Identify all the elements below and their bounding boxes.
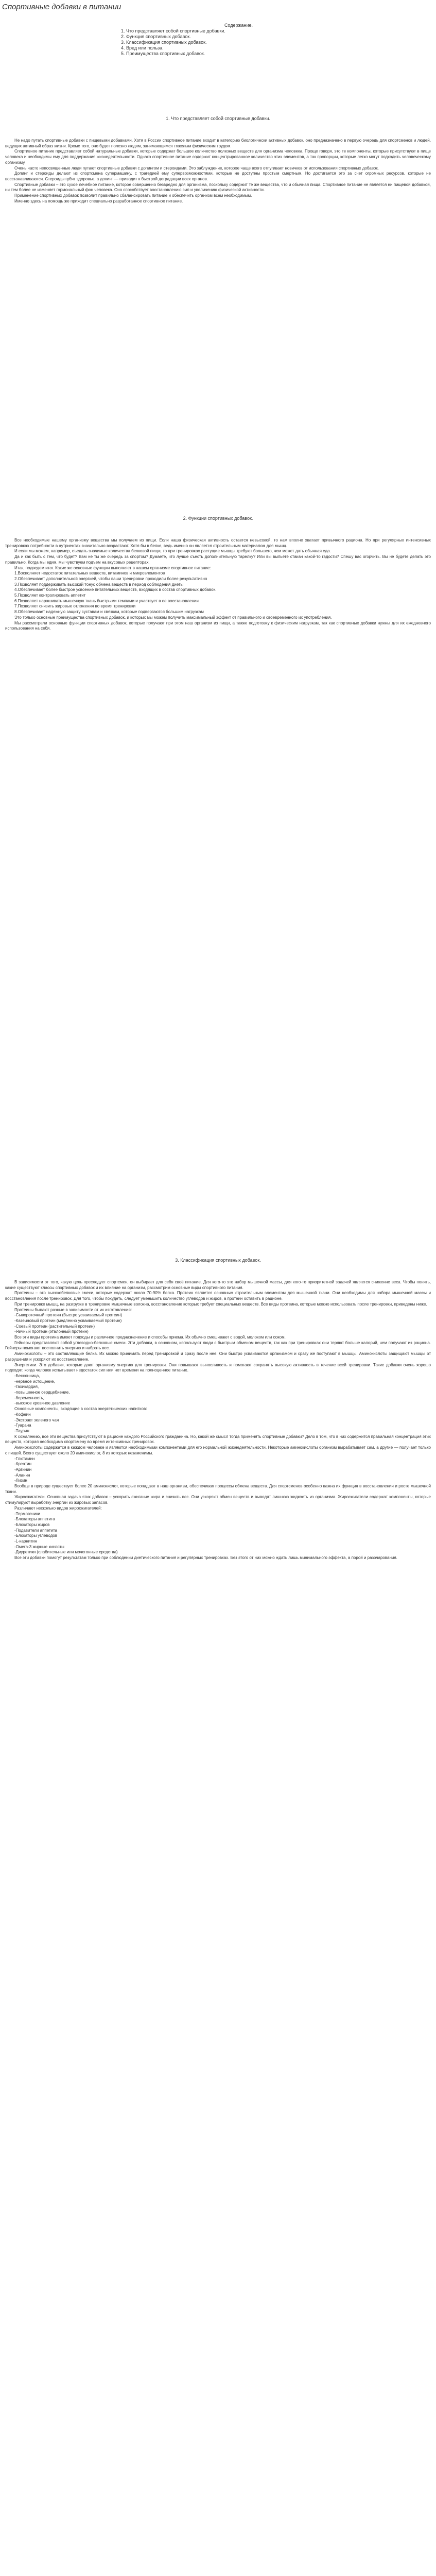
paragraph: Да и как быть с тем, что будет? Вам не ты же очередь за спортом? Думаете, что лучше съесть дополнительную тарелку? Или вы выпьете стакан какой-то гадости? Спешу вас огорчить. Вы не будете делать это правильно. Когда мы едим, мы чувствуем подъем на вкусовых рецепторах. <box>5 554 431 565</box>
paragraph: Спортивное питание представляет собой натуральные добавки, которые содержат большое количество полезных веществ для организма человека. Проще говоря, это те компоненты, которые присутствуют в пище человека и необходимы ему для поддержания жизнедеятельности. Однако спортивное питание содержит концентрированное количество этих элементов, а так пропорции, которые легко могут подходить человеческому организму. <box>5 149 431 165</box>
paragraph: -Блокаторы углеводов <box>14 1533 58 1538</box>
toc-item: 1. Что представляет собой спортивные добавки. <box>121 28 225 33</box>
paragraph: -Лизин <box>14 1478 27 1483</box>
toc-heading: Содержание. <box>224 23 253 28</box>
section-body <box>0 138 436 204</box>
paragraph: -Блокаторы жиров <box>14 1522 50 1527</box>
paragraph: -Омега-3 жирные кислоты <box>14 1544 64 1549</box>
section-heading: 2. Функции спортивных добавок. <box>183 516 253 521</box>
paragraph: -Таурин <box>14 1428 29 1433</box>
toc-item: 5. Преимущества спортивных добавок. <box>121 51 205 56</box>
paragraph: Мы рассмотрели основные функции спортивных добавок, которые получают при этом наш организм из пищи, а также подготовку к физическим нагрузкам, так как спортивные добавки нужны для их ежедневного использования на себя. <box>5 620 431 631</box>
section-1 <box>0 115 436 204</box>
paragraph: -высокое кровяное давление <box>14 1401 70 1406</box>
paragraph: -L-карнитин <box>14 1539 37 1544</box>
table-of-contents <box>0 23 436 57</box>
paragraph: В зависимости от того, какую цель преследует спортсмен, он выбирает для себя своё питание. Для кого-то это набор мышечной массы, для кого-то приоритетной задачей является снижение веса. Чтобы понять, какие существуют классы спортивных добавок и их влияние на организм, рассмотрим основные виды спортивного питания. <box>5 1280 431 1290</box>
paragraph: -повышенное сердцебиение, <box>14 1390 70 1395</box>
paragraph: -Аргинин <box>14 1467 32 1472</box>
paragraph: Очень часто непосвященные люди путают спортивные добавки с допингом и стероидами. Это заблуждение, которое чаще всего отпугивает новичков от использования спортивных добавок. <box>14 165 379 171</box>
paragraph: -Подавители аппетита <box>14 1528 58 1533</box>
paragraph: 5.Позволяет контролировать аппетит <box>14 593 86 598</box>
paragraph: -Кофеин <box>14 1412 31 1417</box>
paragraph: -Казеиновый протеин (медленно усваиваемый протеин) <box>14 1318 122 1323</box>
section-2 <box>0 515 436 632</box>
paragraph: -беременность, <box>14 1395 44 1400</box>
paragraph: Не надо путать спортивные добавки с пищевыми добавками. Хотя в России спортивное питание входит в категорию биологически активных добавок, оно предназначено в первую очередь для спортсменов и людей, ведущих активный образ жизни. Кроме того, оно будет полезно людям, занимающимся тяжелым физическим трудом. <box>5 138 431 148</box>
toc-item: 3. Классификация спортивных добавок. <box>121 40 207 45</box>
section-body <box>0 1280 436 1561</box>
paragraph: Все необходимые нашему организму вещества мы получаем из пищи. Если наша физическая активность остается невысокой, то нам вполне хватает привычного рациона. Но при регулярных интенсивных тренировках потребности в нутриентах значительно возрастают. Хотя бы в белке, ведь именно он является строительным материалом для мышц. <box>5 538 431 548</box>
paragraph: Гейнеры представляют собой углеводно-белковые смеси. Эти добавки, в основном, используют люди с быстрым обменом веществ, так как при тренировках они теряют больше калорий, чем получают из рациона. Гейнеры помогают восполнить энергию и набрать вес. <box>5 1340 431 1351</box>
paragraph: -Креатин <box>14 1462 32 1467</box>
paragraph: 8.Обеспечивает надежную защиту суставам и связкам, которые подвергаются большим нагрузкам <box>14 609 204 615</box>
paragraph: 3.Позволяет поддерживать высокий тонус обмена веществ в период соблюдения диеты <box>14 582 184 587</box>
paragraph: Итак, подведем итог. Какие же основные функции выполняет в нашем организме спортивное питание: <box>14 565 211 570</box>
paragraph: При тренировке мышц, на разгрузке в тренировке мышечные волокна, восстановление которых требует специальных веществ. Все виды протеина, которые можно использовать после тренировки, приведены ниже. <box>14 1301 427 1307</box>
paragraph: Различают несколько видов жиросжигателей: <box>14 1505 102 1511</box>
paragraph: -Яичный протеин (эталонный протеин) <box>14 1329 89 1334</box>
paragraph: И если мы можем, например, съедать значимые количества белковой пищи, то при тренировках растущие мышцы требуют большего, чем может дать обычная еда. <box>14 549 331 554</box>
paragraph: -Аланин <box>14 1472 30 1478</box>
paragraph: 7.Позволяет снизить жировые отложения во время тренировки <box>14 604 136 609</box>
toc-item: 2. Функция спортивных добавок. <box>121 34 191 39</box>
paragraph: -Соевый протеин (растительный протеин) <box>14 1324 95 1329</box>
paragraph: -Диуретики (слабительные или мочегонные средства) <box>14 1550 118 1555</box>
section-heading: 3. Классификация спортивных добавок. <box>175 1258 261 1263</box>
paragraph: -Экстракт зеленого чая <box>14 1417 59 1422</box>
paragraph: 1.Восполняет недостаток питательных веществ, витаминов и микроэлементов <box>14 571 165 576</box>
paragraph: -Термогеники <box>14 1511 40 1516</box>
paragraph: Протеины – это высокобелковые смеси, которые содержат около 70-90% белка. Протеин является основным строительным элементом для мышечной ткани. Они необходимы для набора мышечной массы и восстановления после тренировок. Для того, чтобы похудеть, следует уменьшить количество углеводов и жиров, а протеин оставить в рационе. <box>5 1291 431 1301</box>
section-body <box>0 538 436 632</box>
paragraph: -Бессонница, <box>14 1373 40 1378</box>
paragraph: Применение спортивных добавок позволит правильно сбалансировать питание и обеспечить организм всем необходимым. <box>14 193 252 198</box>
paragraph: Энергетики. Это добавки, которые дают организму энергию для тренировки. Они повышают выносливость и помогают сохранять высокую активность в течение всей тренировки. Такие добавки очень хорошо подходят, когда человек испытывает недостаток сил или нет времени на полноценное питание. <box>5 1362 431 1373</box>
paragraph: -Сывороточный протеин (быстро усваиваемый протеин) <box>14 1313 122 1318</box>
paragraph: Все эти виды протеина имеют подходы и различное предназначение и способы приема. Их обычно смешивают с водой, молоком или соком. <box>14 1335 286 1340</box>
paragraph: 4.Обеспечивает более быстрое усвоение питательных веществ, входящих в состав спортивных добавок. <box>14 587 217 592</box>
paragraph: -Блокаторы аппетита <box>14 1517 55 1522</box>
paragraph: 6.Позволяет нарашивать мышечную ткань быстрыми темпами и участвует в ее восстановлении <box>14 598 199 603</box>
paragraph: -Глютамин <box>14 1456 35 1461</box>
paragraph: К сожалению, все эти вещества присутствуют в рационе каждого Российского гражданина. Но, какой же смысл тогда применять спортивные добавки? Дело в том, что в них содержится правильная концентрация этих веществ, которая необходима спортсмену во время интенсивных тренировок. <box>5 1434 431 1445</box>
paragraph: Именно здесь на помощь же приходит специально разработанное спортивное питание. <box>14 198 183 204</box>
section-3 <box>0 1257 436 1561</box>
section-heading: 1. Что представляет собой спортивные добавки. <box>166 116 270 121</box>
paragraph: Аминокислоты содержатся в каждом человеке и являются необходимыми компонентами для его нормальной жизнедеятельности. Некоторые аминокислоты организм вырабатывает сам, а другие — получает только с пищей. Всего существует около 20 аминокислот, 8 из которых незаменимы. <box>5 1445 431 1455</box>
paragraph: Допинг и стероиды делают из спортсмена супермашину, с трагедией ему супервозможностями, которые не доступны простым смертным. Но достигается это за счет огромных ресурсов, которые не восстанавливаются. Стероиды губят здоровье, а допинг — приводит к быстрой деградации всех органов. <box>5 171 431 181</box>
paragraph: Протеины бывают разные в зависимости от их изготовления: <box>14 1307 132 1312</box>
paragraph: -Гуарана <box>14 1423 31 1428</box>
paragraph: Спортивные добавки – это сухое лечебное питание, которое совершенно безвредно для организма, поскольку содержит те же вещества, что и обычная пища. Спортивное питание не является ни пищевой добавкой, ни тем более не изменяет гормональный фон человека. Оно способствует восстановлению сил и увеличению физической активности. <box>5 182 431 193</box>
paragraph: Все эти добавки помогут результатам только при соблюдении диетического питания и регулярных тренировках. Без этого от них можно ждать лишь минимального эффекта, а порой и разочарования. <box>14 1555 397 1561</box>
paragraph: Это только основные преимущества спортивных добавок, и которых мы можем получить максимальный эффект от правильного и своевременного их употребления. <box>14 615 332 620</box>
paragraph: 2.Обеспечивает дополнительной энергией, чтобы ваши тренировки проходили более результативно <box>14 576 207 581</box>
paragraph: Жиросжигатели. Основная задача этих добавок – ускорить сжигание жира и снизить вес. Они ускоряют обмен веществ и выводят лишнюю жидкость из организма. Жиросжигатели содержат компоненты, которые стимулируют выработку энергии из жировых запасов. <box>5 1495 431 1505</box>
paragraph: -нервное истощение, <box>14 1379 55 1384</box>
document-title: Спортивные добавки в питании <box>2 3 121 11</box>
paragraph: Основные компоненты, входящие в состав энергетических напитков: <box>14 1406 147 1412</box>
paragraph: Аминокислоты – это составляющие белка. Их можно принимать перед тренировкой и сразу после нее. Они быстро усваиваются организмом и сразу же поступают в мышцы. Аминокислоты защищают мышцы от разрушения и ускоряют их восстановление. <box>5 1351 431 1362</box>
toc-item: 4. Вред или польза. <box>121 45 164 50</box>
paragraph: Вообще в природе существует более 20 аминокислот, которые попадают в наш организм, обеспечивая процессы обмена веществ. Для спортсменов особенно важна их функция в восстановлении и росте мышечной ткани. <box>5 1484 431 1494</box>
paragraph: -тахикардия, <box>14 1384 39 1389</box>
